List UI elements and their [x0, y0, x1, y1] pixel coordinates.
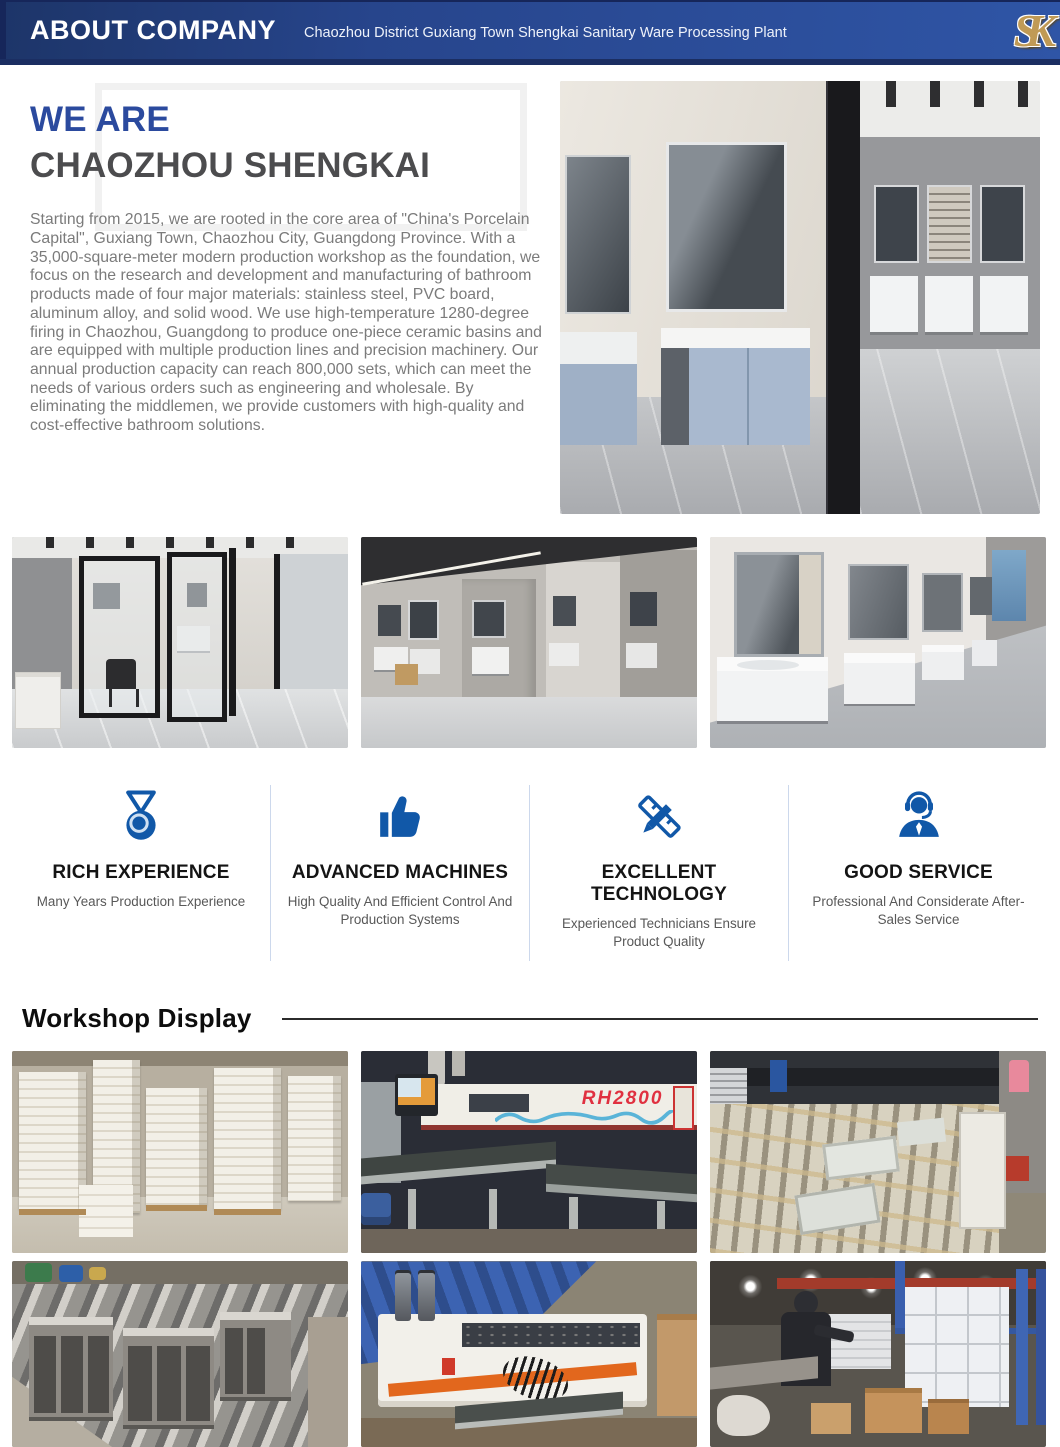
sack — [25, 1263, 52, 1282]
cabinet-shell — [220, 1312, 291, 1401]
mirror — [472, 600, 506, 638]
pallet — [146, 1205, 206, 1211]
about-heading — [30, 97, 560, 189]
workshop-photo-assembly-area — [710, 1261, 1046, 1447]
cardboard-box — [395, 664, 419, 685]
feature-highlights — [12, 785, 1048, 961]
machine-housing — [959, 1112, 1007, 1229]
workshop-photo-cnc-machine — [361, 1261, 697, 1447]
pneumatic-cylinder — [395, 1273, 412, 1321]
about-company-header — [0, 0, 1060, 59]
workshop-heading: Workshop Display — [22, 1003, 252, 1034]
cardboard-box — [811, 1403, 851, 1435]
glass-panel — [274, 554, 348, 702]
vanity-unit — [626, 643, 656, 668]
red-switch — [442, 1358, 455, 1375]
sack — [89, 1267, 106, 1280]
feature-description: High Quality And Efficient Control And Production Systems — [287, 894, 513, 928]
workshop-photo-grid — [12, 1051, 1048, 1447]
workshop-section-header — [22, 1003, 1038, 1034]
door-frame — [229, 548, 236, 717]
vanity-unit — [922, 645, 964, 681]
pencil-ruler-icon — [631, 789, 687, 847]
mirror-cabinet — [734, 552, 824, 657]
customer-service-icon — [891, 789, 947, 847]
fabric — [717, 1395, 771, 1436]
sk-brand-logo: SK — [1013, 5, 1042, 56]
pneumatic-cylinder — [418, 1273, 435, 1321]
feature-title: RICH EXPERIENCE — [52, 862, 230, 883]
feature-title: GOOD SERVICE — [844, 862, 993, 883]
dust-pipe — [452, 1051, 465, 1075]
mirror-cabinet — [980, 185, 1025, 263]
black-pillar — [826, 81, 860, 514]
hero-showroom-photo — [560, 81, 1040, 514]
board-stack — [19, 1072, 86, 1209]
vanity-unit — [549, 643, 579, 666]
vanity-unit — [870, 276, 918, 332]
board-stack — [288, 1076, 342, 1201]
blue-rack-post — [1016, 1269, 1028, 1425]
workshop-photo-laminating-line — [710, 1051, 1046, 1253]
chair — [106, 659, 136, 689]
mirror-cabinet — [848, 564, 909, 640]
shelf-cabinet — [927, 185, 972, 263]
vanity-unit — [560, 332, 637, 445]
cardboard-box — [865, 1388, 922, 1433]
vanity-unit — [844, 653, 915, 704]
mirror-cabinet — [874, 185, 919, 263]
red-stool — [1006, 1156, 1030, 1180]
vanity-unit — [472, 647, 509, 674]
floor — [308, 1317, 348, 1447]
feature-description: Experienced Technicians Ensure Product Quality — [561, 916, 757, 950]
about-heading-line2: CHAOZHOU SHENGKAI — [30, 146, 431, 186]
pallet — [19, 1209, 86, 1215]
mirror — [408, 600, 439, 640]
pallet — [214, 1209, 281, 1215]
about-heading-line1: WE ARE — [30, 100, 170, 139]
feature-title: EXCELLENT TECHNOLOGY — [590, 862, 728, 905]
feature-good-service — [789, 785, 1048, 961]
vanity-unit — [661, 328, 810, 445]
about-paragraph: Starting from 2015, we are rooted in the core area of "China's Porcelain Capital", Guxiang Town, Chaozhou City, Guangdong Province. With a 35,000-square-meter modern production workshop as the foundation, we focus on the research and development and manufacturing of bathroom products made of four major materials: stainless steel, PVC board, aluminum alloy, and solid wood. We use high-temperature 1280-degree firing in Chaozhou, Guangdong to produce one-piece ceramic basins and are equipped with multiple production lines and precision machinery. Our annual production capacity can reach 800,000 sets, which can meet the needs of various orders such as engineering and wholesale. By eliminating the middlemen, we provide customers with high-quality and cost-effective bathroom solutions. — [30, 211, 542, 435]
feature-excellent-technology — [530, 785, 789, 961]
glass-panel — [897, 1118, 946, 1147]
showroom-photo-row — [12, 537, 1048, 748]
control-box — [770, 1060, 787, 1092]
mirror — [553, 596, 577, 626]
floor-cabinet — [15, 672, 61, 729]
floor — [361, 1229, 697, 1253]
showroom-photo-1 — [12, 537, 348, 748]
showroom-photo-2 — [361, 537, 697, 748]
mirror — [565, 155, 631, 315]
mirror-cabinet — [970, 577, 992, 615]
medal-icon — [113, 789, 169, 847]
mirror — [630, 592, 657, 626]
cabinet-shell — [123, 1328, 214, 1428]
thumbs-up-icon — [372, 789, 428, 847]
vanity-unit — [980, 276, 1028, 332]
board-stack — [214, 1068, 281, 1209]
blue-wave-decal — [495, 1110, 690, 1128]
worker-arm — [361, 1193, 391, 1225]
cabinet-shell — [29, 1317, 113, 1421]
poster — [992, 550, 1026, 622]
floor — [361, 1418, 697, 1447]
mirror-cabinet — [922, 573, 963, 632]
blue-rack-post — [1036, 1269, 1046, 1425]
machine-model-label: RH2800 — [581, 1087, 664, 1109]
header-subtitle: Chaozhou District Guxiang Town Shengkai Sanitary Ware Processing Plant — [304, 24, 787, 41]
roof-beam — [12, 1051, 348, 1065]
tool-rack — [462, 1323, 640, 1347]
feature-advanced-machines — [271, 785, 530, 961]
workshop-photo-panel-saw — [361, 1051, 697, 1253]
blue-rack-post — [895, 1261, 905, 1332]
control-monitor — [395, 1074, 439, 1116]
about-section — [0, 59, 1060, 514]
header-title: ABOUT COMPANY — [30, 15, 276, 45]
mirror — [378, 605, 402, 637]
sack — [59, 1265, 83, 1282]
about-text-column — [0, 81, 560, 514]
board-stack — [79, 1185, 133, 1238]
board-stack — [146, 1088, 206, 1205]
warning-sticker — [673, 1086, 694, 1130]
far-wall — [546, 562, 620, 697]
vanity-unit — [972, 640, 997, 665]
feature-title: ADVANCED MACHINES — [291, 862, 509, 883]
feature-description: Many Years Production Experience — [36, 894, 246, 909]
ceiling-slats — [46, 537, 315, 548]
vanity-unit — [925, 276, 973, 332]
ceiling-slats — [886, 81, 1040, 107]
workshop-photo-cabinet-rows — [12, 1261, 348, 1447]
cardboard-box — [928, 1399, 968, 1434]
feature-rich-experience — [12, 785, 271, 961]
cardboard-panel — [657, 1314, 697, 1416]
wood-battens — [710, 1104, 999, 1253]
feature-description: Professional And Considerate After-Sales Service — [812, 894, 1025, 928]
floor — [361, 697, 697, 748]
workshop-photo-board-stacks — [12, 1051, 348, 1253]
worker-figure — [1009, 1060, 1029, 1092]
mirror-cabinet — [666, 142, 787, 313]
heading-rule-line — [282, 1018, 1038, 1020]
showroom-photo-3 — [710, 537, 1046, 748]
vanity-unit — [717, 657, 828, 720]
glass-door — [167, 552, 227, 722]
